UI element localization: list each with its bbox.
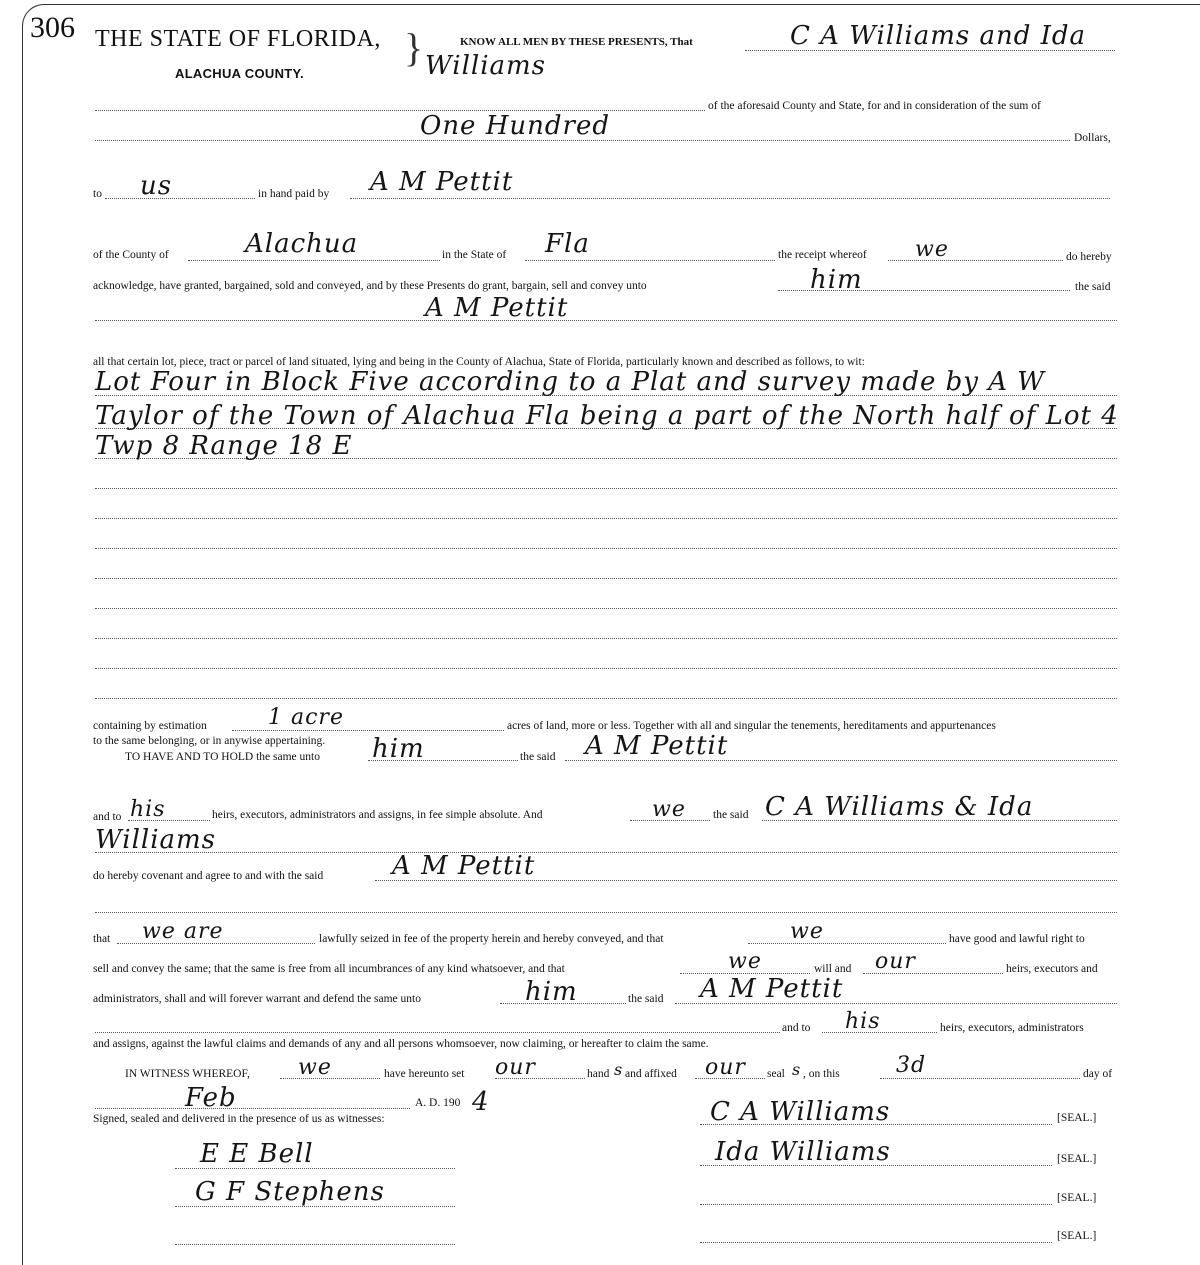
hw-receipt-we: we <box>915 237 949 262</box>
seal-label: [SEAL.] <box>1057 1230 1097 1242</box>
hereunto-text: have hereunto set <box>384 1068 465 1080</box>
hw-said-grantors-2: Williams <box>95 825 217 855</box>
hw-sig-2: Ida Williams <box>715 1137 891 1167</box>
the-said-text: the said <box>1075 281 1111 293</box>
day-of-text: day of <box>1083 1068 1113 1080</box>
hw-affixed-our: our <box>705 1055 746 1080</box>
sell-convey-text: sell and convey the same; that the same is free from all incumbrances of any kind whatsoever, and that <box>93 963 565 975</box>
will-and-text: will and <box>814 963 852 975</box>
line <box>350 198 1110 199</box>
brace: } <box>404 25 424 70</box>
acres-text: acres of land, more or less. Together with all and singular the tenements, hereditaments and appurtenances <box>507 720 996 732</box>
hw-and-we: we <box>652 797 686 822</box>
administrators-text: administrators, shall and will forever warrant and defend the same unto <box>93 993 421 1005</box>
page-number: 306 <box>30 11 75 44</box>
hw-month: Feb <box>185 1083 237 1113</box>
hw-have-him: him <box>372 734 425 764</box>
line <box>95 852 1117 853</box>
witness-text: IN WITNESS WHEREOF, <box>125 1068 250 1080</box>
hand-text: hand <box>587 1068 610 1080</box>
line <box>95 488 1117 489</box>
lawfully-text: lawfully seized in fee of the property herein and hereby conveyed, and that <box>319 933 664 945</box>
hw-grantee-3: A M Pettit <box>700 974 844 1004</box>
line <box>105 198 255 199</box>
hw-desc-1: Lot Four in Block Five according to a Plat and survey made by A W <box>95 367 1046 397</box>
seal-label: [SEAL.] <box>1057 1112 1097 1124</box>
in-state-text: in the State of <box>442 249 507 261</box>
hw-we-are: we are <box>142 919 224 944</box>
hw-sig-1: C A Williams <box>710 1097 891 1127</box>
seal-label: [SEAL.] <box>1057 1153 1097 1165</box>
heirs-exec-text: heirs, executors and <box>1006 963 1098 975</box>
hw-have-grantee: A M Pettit <box>585 731 729 761</box>
heirs-exec-2-text: heirs, executors, administrators <box>940 1022 1084 1034</box>
hw-and-that-we: we <box>728 949 762 974</box>
hw-desc-3: Twp 8 Range 18 E <box>95 431 353 461</box>
seal-label: [SEAL.] <box>1057 1192 1097 1204</box>
hw-that-we: we <box>790 919 824 944</box>
and-assigns-text: and assigns, against the lawful claims and demands of any and all persons whomsoever, now claiming, or hereafter to claim the same. <box>93 1038 709 1050</box>
hw-sum: One Hundred <box>420 111 610 141</box>
line <box>700 1204 1052 1205</box>
know-all-text: KNOW ALL MEN BY THESE PRESENTS, That <box>460 36 693 48</box>
to-have-text: TO HAVE AND TO HOLD the same unto <box>125 751 320 763</box>
to-text: to <box>93 188 102 200</box>
state-title: THE STATE OF FLORIDA, <box>95 26 381 52</box>
hw-acreage: 1 acre <box>268 705 344 730</box>
line <box>700 1242 1052 1243</box>
line <box>95 912 1117 913</box>
hw-county: Alachua <box>245 229 359 259</box>
hw-and-to-his: his <box>130 797 166 822</box>
and-to-text: and to <box>93 811 122 823</box>
hw-unto-him-2: him <box>525 977 578 1007</box>
line <box>95 578 1117 579</box>
line <box>525 260 775 261</box>
hw-covenant-grantee: A M Pettit <box>392 851 536 881</box>
the-said-2-text: the said <box>520 751 556 763</box>
hw-unto-him: him <box>810 265 863 295</box>
that-text: that <box>93 933 111 945</box>
line <box>95 638 1117 639</box>
and-affixed-text: and affixed <box>625 1068 677 1080</box>
line <box>95 518 1117 519</box>
ad-text: A. D. 190 <box>415 1097 461 1109</box>
hw-state: Fla <box>545 229 590 259</box>
hw-set-our: our <box>495 1055 536 1080</box>
belonging-text: to the same belonging, or in anywise appertaining. <box>93 735 326 747</box>
hw-grantors-2: Williams <box>425 51 547 81</box>
line <box>748 943 946 944</box>
hw-year: 4 <box>472 1087 490 1117</box>
heirs-text: heirs, executors, administrators and assigns, in fee simple absolute. And <box>212 809 543 821</box>
of-county-text: of the County of <box>93 249 169 261</box>
hw-seal-s: s <box>792 1060 802 1079</box>
hw-day: 3d <box>896 1053 927 1078</box>
line <box>95 320 1117 321</box>
aforesaid-text: of the aforesaid County and State, for and in consideration of the sum of <box>708 100 1041 112</box>
the-said-3-text: the said <box>713 809 749 821</box>
line <box>95 548 1117 549</box>
line <box>95 668 1117 669</box>
covenant-text: do hereby covenant and agree to and with the said <box>93 870 324 882</box>
county-title: ALACHUA COUNTY. <box>175 66 304 81</box>
hw-witness-2: G F Stephens <box>195 1177 385 1207</box>
hw-grantors: C A Williams and Ida <box>790 21 1087 51</box>
hw-witness-1: E E Bell <box>200 1139 314 1169</box>
hw-our: our <box>875 949 916 974</box>
line <box>95 1032 780 1033</box>
the-said-4-text: the said <box>628 993 664 1005</box>
hw-desc-2: Taylor of the Town of Alachua Fla being a part of the North half of Lot 4 <box>95 401 1119 431</box>
all-that-text: all that certain lot, piece, tract or parcel of land situated, lying and being in the County of Alachua, State of Florida, particularly known and described as follows, to wit: <box>93 356 865 368</box>
hw-to-us: us <box>140 171 173 201</box>
containing-text: containing by estimation <box>93 720 207 732</box>
on-this-text: , on this <box>803 1068 840 1080</box>
have-good-text: have good and lawful right to <box>949 933 1085 945</box>
hw-grantee: A M Pettit <box>425 293 569 323</box>
receipt-text: the receipt whereof <box>778 249 867 261</box>
line <box>95 608 1117 609</box>
acknowledge-text: acknowledge, have granted, bargained, sold and conveyed, and by these Presents do grant, bargain, sell and convey unto <box>93 280 647 292</box>
line <box>188 260 440 261</box>
and-to-2-text: and to <box>782 1022 811 1034</box>
dollars-text: Dollars, <box>1074 132 1111 144</box>
line <box>95 698 1117 699</box>
hw-hand-s: s <box>614 1060 624 1079</box>
hw-said-grantors: C A Williams & Ida <box>765 792 1034 822</box>
line <box>95 110 705 111</box>
do-hereby-text: do hereby <box>1066 251 1112 263</box>
seal-on-text: seal <box>767 1068 785 1080</box>
hw-his-2: his <box>845 1009 881 1034</box>
line <box>95 1108 410 1109</box>
hw-paid-by: A M Pettit <box>370 167 514 197</box>
in-hand-text: in hand paid by <box>258 188 330 200</box>
signed-text: Signed, sealed and delivered in the presence of us as witnesses: <box>93 1113 385 1125</box>
line <box>175 1244 455 1245</box>
hw-witness-we: we <box>298 1055 332 1080</box>
